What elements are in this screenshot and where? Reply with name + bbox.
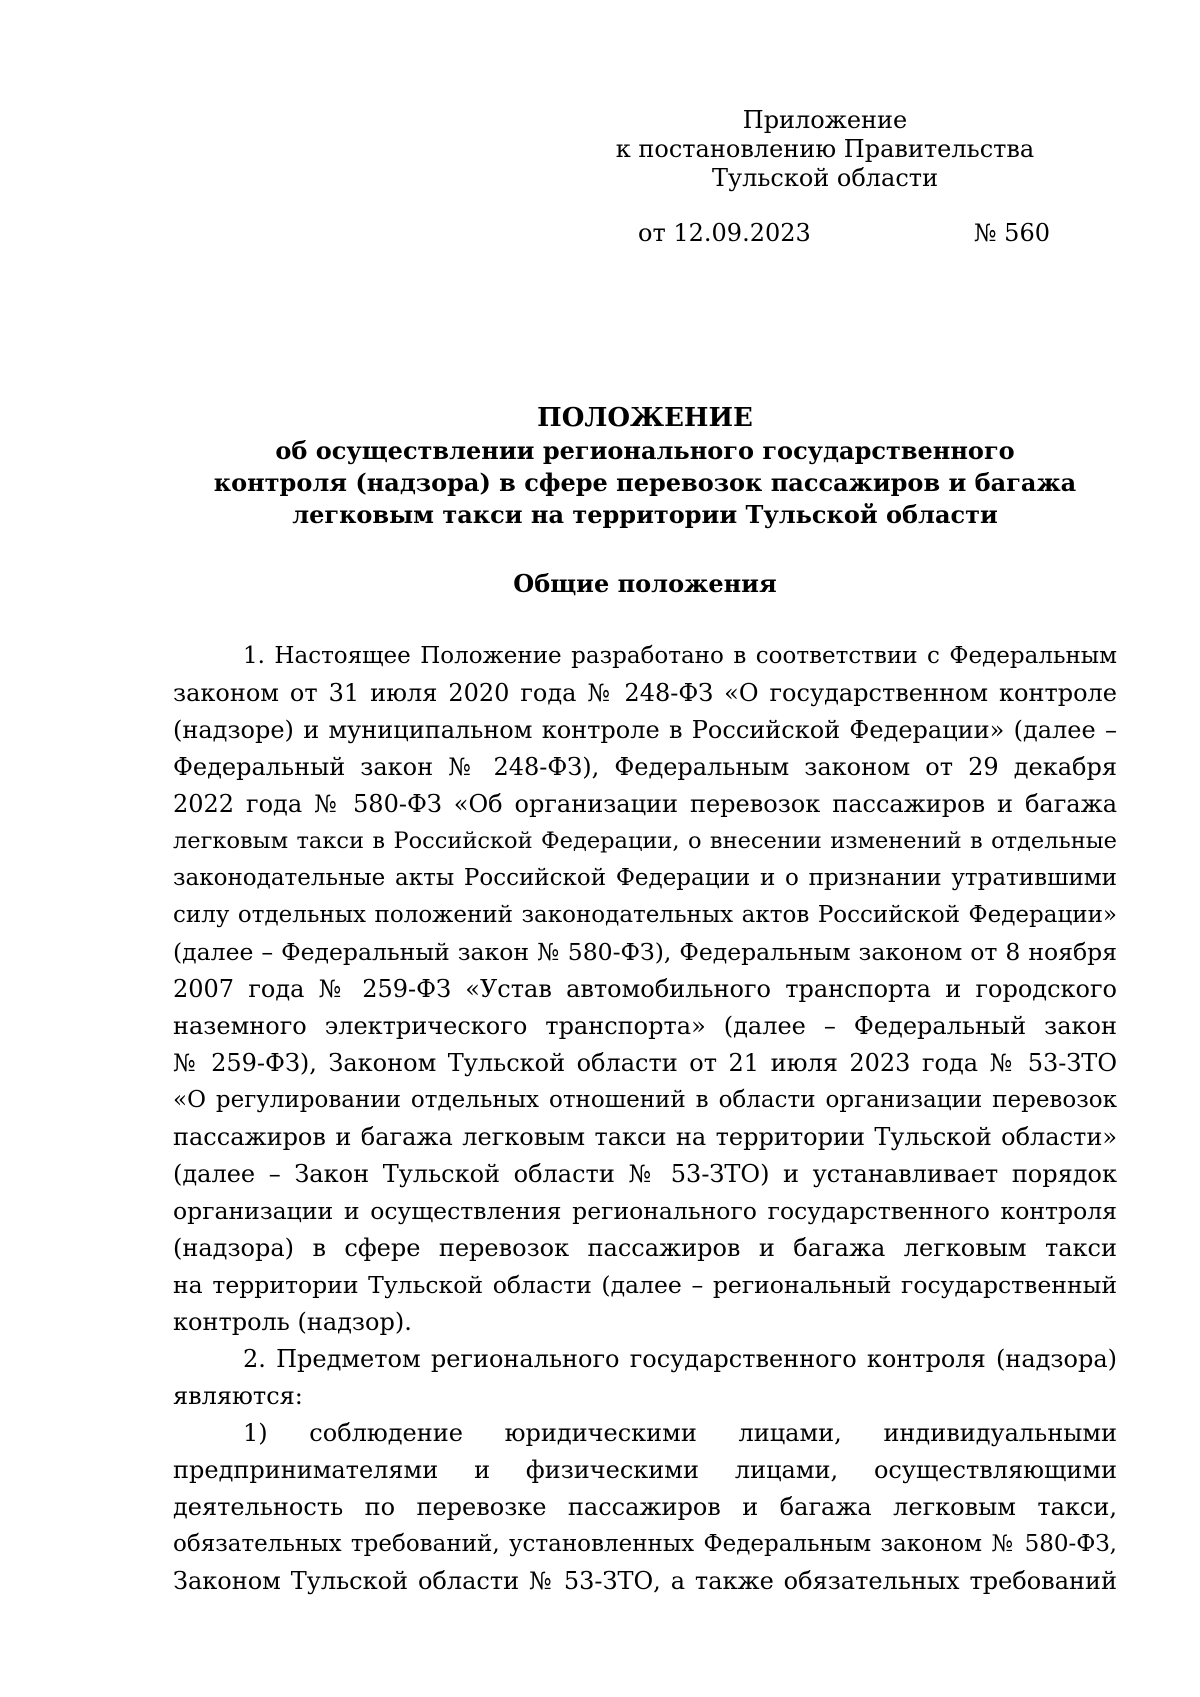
paragraph-2 xyxy=(173,1341,1117,1415)
text-line: (надзоре) и муниципальном контроле в Российской Федерации» (далее – xyxy=(173,716,1117,744)
document-title-block xyxy=(173,402,1117,531)
text-line: на территории Тульской области (далее – региональный государственный xyxy=(173,1271,1117,1299)
subtitle-line: контроля (надзора) в сфере перевозок пассажиров и багажа xyxy=(213,468,1077,497)
subtitle-line: легковым такси на территории Тульской области xyxy=(292,500,998,529)
text-line: предпринимателями и физическими лицами, осуществляющими xyxy=(173,1456,1117,1484)
document-title: ПОЛОЖЕНИЕ xyxy=(537,403,753,433)
text-line: Федеральный закон № 248-ФЗ), Федеральным законом от 29 декабря xyxy=(173,753,1117,781)
text-line: наземного электрического транспорта» (далее – Федеральный закон xyxy=(173,1012,1117,1040)
resolution-date: от 12.09.2023 xyxy=(638,219,811,247)
subtitle-line: об осуществлении регионального государственного xyxy=(275,436,1015,465)
text-line: № 259-ФЗ), Законом Тульской области от 21 июля 2023 года № 53-ЗТО xyxy=(173,1049,1117,1077)
text-line: пассажиров и багажа легковым такси на территории Тульской области» xyxy=(173,1123,1117,1151)
text-line: контроль (надзор). xyxy=(173,1308,412,1336)
text-line: 2. Предметом регионального государственного контроля (надзора) xyxy=(243,1345,1117,1373)
text-line: являются: xyxy=(173,1382,303,1410)
text-line: силу отдельных положений законодательных актов Российской Федерации» xyxy=(173,902,1117,928)
paragraph-1 xyxy=(173,638,1117,1341)
text-line: (далее – Закон Тульской области № 53-ЗТО) и устанавливает порядок xyxy=(173,1160,1117,1188)
text-line: «О регулировании отдельных отношений в области организации перевозок xyxy=(173,1087,1117,1113)
appendix-label: Приложение xyxy=(742,106,908,134)
text-line: 1) соблюдение юридическими лицами, индивидуальными xyxy=(243,1419,1117,1447)
text-line: 2022 года № 580-ФЗ «Об организации перевозок пассажиров и багажа xyxy=(173,790,1117,818)
resolution-number: № 560 xyxy=(973,219,1050,247)
text-line: Законом Тульской области № 53-ЗТО, а также обязательных требований xyxy=(173,1567,1117,1595)
text-line: (надзора) в сфере перевозок пассажиров и багажа легковым такси xyxy=(173,1234,1117,1262)
text-line: (далее – Федеральный закон № 580-ФЗ), Федеральным законом от 8 ноября xyxy=(173,938,1117,966)
text-line: законом от 31 июля 2020 года № 248-ФЗ «О государственном контроле xyxy=(173,679,1117,707)
text-line: 1. Настоящее Положение разработано в соответствии с Федеральным xyxy=(243,643,1117,669)
text-line: деятельность по перевозке пассажиров и багажа легковым такси, xyxy=(173,1493,1117,1521)
appendix-header xyxy=(600,106,1050,193)
text-line: организации и осуществления регионального государственного контроля xyxy=(173,1197,1117,1225)
section-heading: Общие положения xyxy=(513,569,777,598)
appendix-resolution: к постановлению Правительства xyxy=(615,135,1035,163)
paragraph-3 xyxy=(173,1415,1117,1600)
text-line: 2007 года № 259-ФЗ «Устав автомобильного транспорта и городского xyxy=(173,975,1117,1003)
document-body xyxy=(173,638,1117,1600)
text-line: законодательные акты Российской Федерации и о признании утратившими xyxy=(173,865,1117,891)
appendix-region: Тульской области xyxy=(711,164,939,192)
text-line: обязательных требований, установленных Федеральным законом № 580-ФЗ, xyxy=(173,1531,1117,1557)
text-line: легковым такси в Российской Федерации, о внесении изменений в отдельные xyxy=(173,828,1117,854)
appendix-date-line xyxy=(638,218,1050,248)
